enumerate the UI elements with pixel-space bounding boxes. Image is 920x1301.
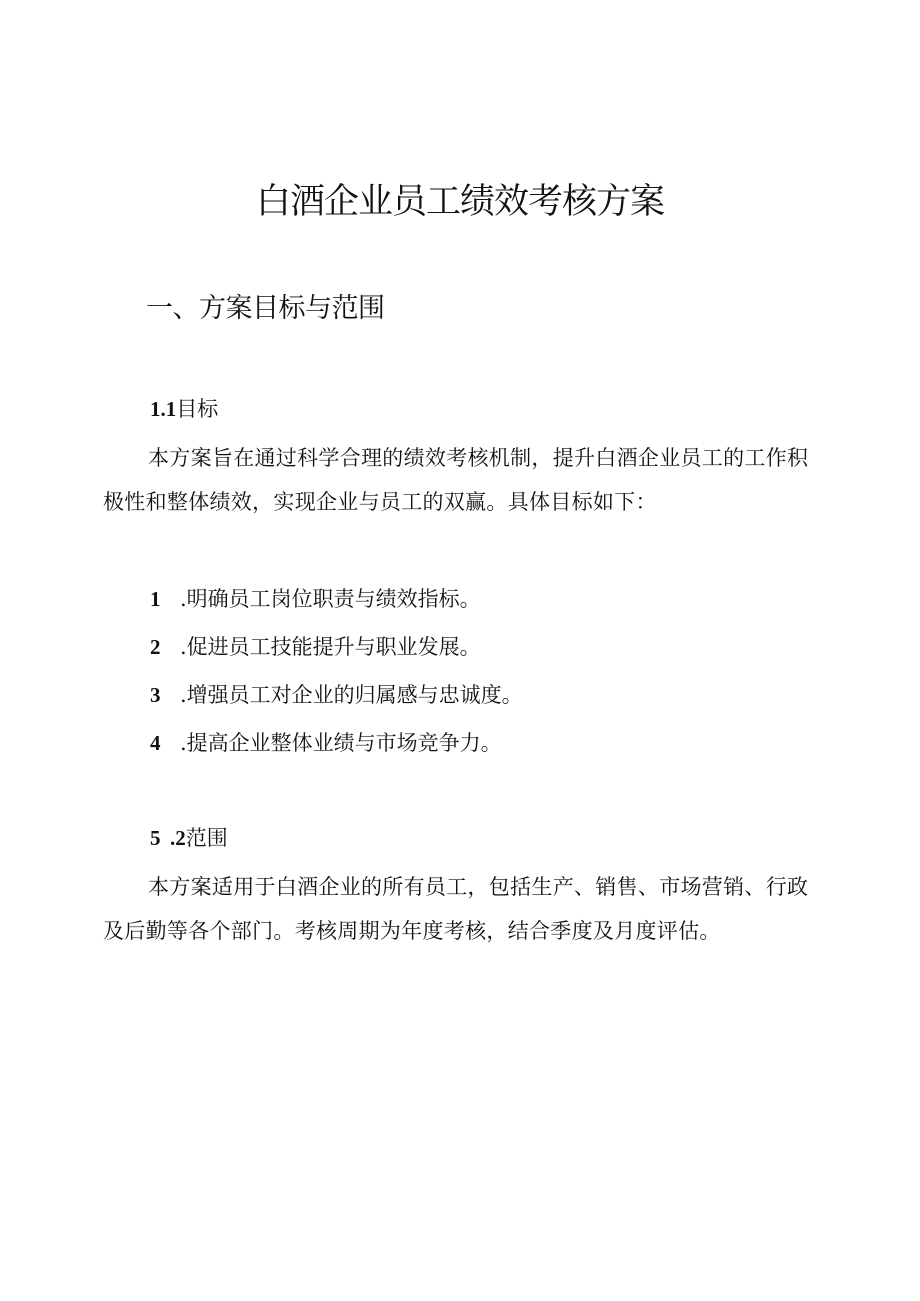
list-text: .明确员工岗位职责与绩效指标。	[180, 587, 481, 611]
list-item	[150, 725, 502, 761]
document-title: 白酒企业员工绩效考核方案	[255, 182, 664, 222]
section-heading-1: 一、方案目标与范围	[146, 293, 385, 324]
list-text: .促进员工技能提升与职业发展。	[180, 635, 481, 659]
list-item	[150, 677, 523, 713]
subsection-heading-1-1	[150, 391, 218, 427]
list-number: 3	[150, 683, 161, 707]
subsection-number: 5	[150, 826, 161, 850]
list-item	[150, 581, 481, 617]
list-number: 2	[150, 635, 161, 659]
paragraph-scope: 本方案适用于白酒企业的所有员工，包括生产、销售、市场营销、行政及后勤等各个部门。考核周期为年度考核，结合季度及月度评估。	[103, 875, 809, 943]
list-number: 1	[150, 587, 161, 611]
subsection-number-suffix: .2	[170, 826, 186, 850]
subsection-number: 1.1	[150, 397, 177, 421]
list-item	[150, 629, 481, 665]
list-text: .增强员工对企业的归属感与忠诚度。	[180, 683, 523, 707]
paragraph-goal: 本方案旨在通过科学合理的绩效考核机制，提升白酒企业员工的工作积极性和整体绩效，实现企业与员工的双赢。具体目标如下：	[103, 446, 809, 514]
subsection-label: 范围	[185, 826, 228, 850]
subsection-heading-1-2	[150, 820, 228, 856]
list-number: 4	[150, 731, 161, 755]
subsection-label: 目标	[176, 397, 219, 421]
list-text: .提高企业整体业绩与市场竞争力。	[180, 731, 502, 755]
